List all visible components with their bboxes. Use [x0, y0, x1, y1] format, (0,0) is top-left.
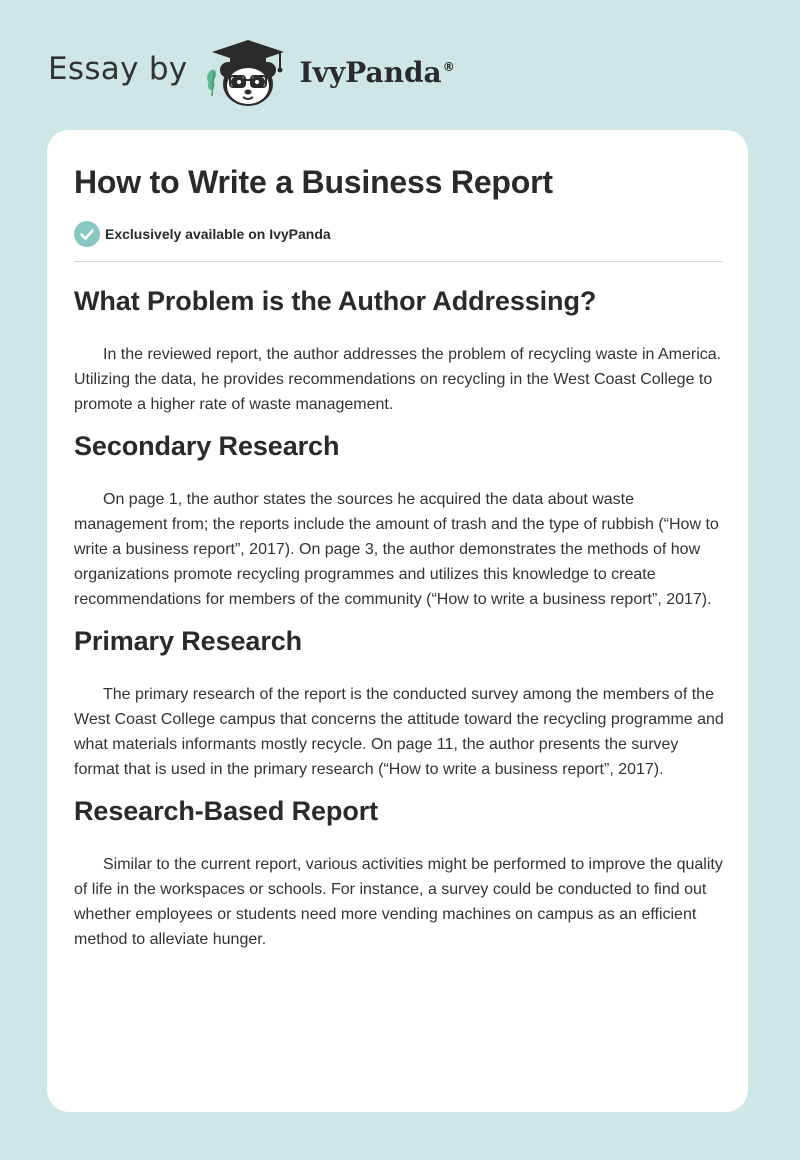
section-paragraph: On page 1, the author states the sources he acquired the data about waste management from; the reports include the amount of trash and the type of rubbish (“How to write a business report”, 2017). On page 3, the author demonstrates the methods of how organizations promote recycling programmes and utilizes this knowledge to create recommendations for members of the community (“How to write a business report”, 2017).: [74, 491, 719, 608]
essay-card: [47, 130, 748, 1112]
brand-name: IvyPanda®: [299, 55, 455, 89]
essay-title: How to Write a Business Report: [74, 164, 553, 200]
section-paragraph: In the reviewed report, the author addresses the problem of recycling waste in America. Utilizing the data, he provides recommendations on recycling in the West Coast College to promote a higher rate of waste management.: [74, 346, 722, 413]
registered-mark: ®: [442, 60, 455, 75]
section-heading: Research-Based Report: [74, 796, 379, 826]
divider: [74, 261, 723, 262]
panda-graduation-cap-icon: [202, 34, 294, 110]
exclusive-badge: [74, 221, 331, 247]
section-paragraph: The primary research of the report is the conducted survey among the members of the West Coast College campus that concerns the attitude toward the recycling programme and what materials informants mostly recycle. On page 11, the author presents the survey format that is used in the primary research (“How to write a business report”, 2017).: [74, 686, 724, 778]
section-heading: Primary Research: [74, 626, 303, 656]
section-paragraph: Similar to the current report, various activities might be performed to improve the quality of life in the workspaces or schools. For instance, a survey could be conducted to find out whether employees or students need more vending machines on campus as an efficient method to alleviate hunger.: [74, 856, 723, 948]
section-heading: Secondary Research: [74, 431, 340, 461]
essay-body: [74, 278, 724, 952]
section-heading: What Problem is the Author Addressing?: [74, 286, 597, 316]
brand-header: [48, 34, 455, 110]
checkmark-circle-icon: [74, 221, 100, 247]
brand-prefix: Essay by: [48, 51, 188, 87]
exclusive-label: Exclusively available on IvyPanda: [105, 226, 331, 242]
